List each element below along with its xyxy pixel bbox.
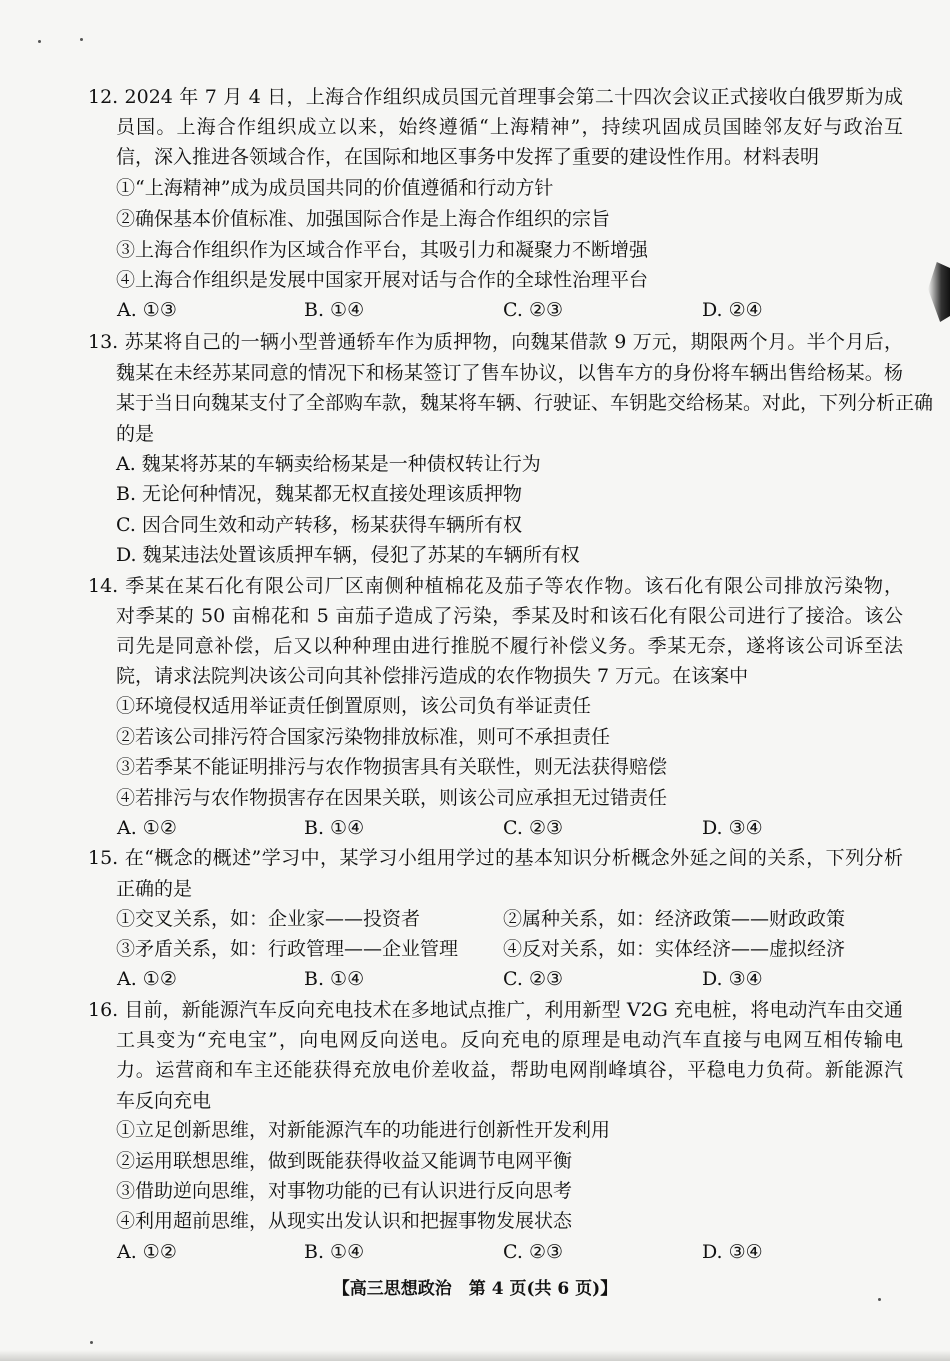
- q16-option-c: C. ②③: [503, 1241, 564, 1263]
- q12-option-a: A. ①③: [117, 299, 177, 321]
- q14-item-4: ④若排污与农作物损害存在因果关联，则该公司应承担无过错责任: [116, 787, 668, 809]
- q14-option-b: B. ①④: [304, 817, 365, 839]
- q16-line-3: 力。运营商和车主还能获得充放电价差收益，帮助电网削峰填谷，平稳电力负荷。新能源汽: [116, 1059, 903, 1081]
- q15-option-a: A. ①②: [117, 968, 177, 990]
- q16-line-2: 工具变为“充电宝”，向电网反向送电。反向充电的原理是电动汽车直接与电网互相传输电: [116, 1029, 903, 1051]
- q16-option-b: B. ①④: [304, 1241, 365, 1263]
- q15-item-3: ③矛盾关系，如：行政管理——企业管理: [116, 938, 459, 960]
- page-footer: 【高三思想政治 第 4 页(共 6 页)】: [332, 1279, 618, 1299]
- q16-option-a: A. ①②: [117, 1241, 177, 1263]
- q13-line-1: 13. 苏某将自己的一辆小型普通轿车作为质押物，向魏某借款 9 万元，期限两个月。半个月后，: [88, 331, 903, 353]
- q16-item-4: ④利用超前思维，从现实出发认识和把握事物发展状态: [116, 1210, 573, 1232]
- scan-speck: [878, 1298, 881, 1301]
- q15-option-b: B. ①④: [304, 968, 365, 990]
- q16-line-1: 16. 目前，新能源汽车反向充电技术在多地试点推广，利用新型 V2G 充电桩，将电动汽车由交通: [88, 999, 903, 1021]
- q16-item-2: ②运用联想思维，做到既能获得收益又能调节电网平衡: [116, 1150, 573, 1172]
- q13-choice-d: D. 魏某违法处置该质押车辆，侵犯了苏某的车辆所有权: [116, 544, 580, 566]
- q12-item-3: ③上海合作组织作为区域合作平台，其吸引力和凝聚力不断增强: [116, 239, 649, 261]
- q14-line-4: 院，请求法院判决该公司向其补偿排污造成的农作物损失 7 万元。在该案中: [116, 665, 749, 687]
- q12-line-3: 信，深入推进各领域合作，在国际和地区事务中发挥了重要的建设性作用。材料表明: [116, 146, 820, 168]
- q15-line-2: 正确的是: [116, 878, 193, 900]
- q12-line-2: 员国。上海合作组织成立以来，始终遵循“上海精神”，持续巩固成员国睦邻友好与政治互: [116, 116, 903, 138]
- q13-choice-a: A. 魏某将苏某的车辆卖给杨某是一种债权转让行为: [116, 453, 541, 475]
- q12-item-4: ④上海合作组织是发展中国家开展对话与合作的全球性治理平台: [116, 269, 649, 291]
- q13-line-2: 魏某在未经苏某同意的情况下和杨某签订了售车协议，以售车方的身份将车辆出售给杨某。杨: [116, 362, 903, 384]
- q15-item-4: ④反对关系，如：实体经济——虚拟经济: [503, 938, 846, 960]
- q15-item-2: ②属种关系，如：经济政策——财政政策: [503, 908, 846, 930]
- q12-option-b: B. ①④: [304, 299, 365, 321]
- q12-item-1: ①“上海精神”成为成员国共同的价值遵循和行动方针: [116, 177, 554, 199]
- q13-choice-b: B. 无论何种情况，魏某都无权直接处理该质押物: [116, 483, 523, 505]
- q16-option-d: D. ③④: [702, 1241, 763, 1263]
- q14-item-1: ①环境侵权适用举证责任倒置原则，该公司负有举证责任: [116, 695, 592, 717]
- q12-option-d: D. ②④: [702, 299, 763, 321]
- q14-item-2: ②若该公司排污符合国家污染物排放标准，则可不承担责任: [116, 726, 611, 748]
- q15-option-d: D. ③④: [702, 968, 763, 990]
- q14-line-2: 对季某的 50 亩棉花和 5 亩茄子造成了污染，季某及时和该石化有限公司进行了接洽。该公: [116, 605, 903, 627]
- q13-line-3: 某于当日向魏某支付了全部购车款，魏某将车辆、行驶证、车钥匙交给杨某。对此，下列分析正确: [116, 392, 934, 414]
- q14-line-1: 14. 季某在某石化有限公司厂区南侧种植棉花及茄子等农作物。该石化有限公司排放污染物，: [88, 575, 903, 597]
- q13-line-4: 的是: [116, 423, 155, 445]
- q15-option-c: C. ②③: [503, 968, 564, 990]
- q14-item-3: ③若季某不能证明排污与农作物损害具有关联性，则无法获得赔偿: [116, 756, 668, 778]
- q14-option-a: A. ①②: [117, 817, 177, 839]
- q16-item-3: ③借助逆向思维，对事物功能的已有认识进行反向思考: [116, 1180, 573, 1202]
- scan-speck: [90, 1341, 93, 1344]
- q12-item-2: ②确保基本价值标准、加强国际合作是上海合作组织的宗旨: [116, 208, 611, 230]
- q14-line-3: 司先是同意补偿，后又以种种理由进行推脱不履行补偿义务。季某无奈，遂将该公司诉至法: [116, 635, 903, 657]
- q15-item-1: ①交叉关系，如：企业家——投资者: [116, 908, 421, 930]
- scan-speck: [38, 40, 41, 43]
- q16-item-1: ①立足创新思维，对新能源汽车的功能进行创新性开发利用: [116, 1119, 611, 1141]
- q12-line-1: 12. 2024 年 7 月 4 日，上海合作组织成员国元首理事会第二十四次会议正式接收白俄罗斯为成: [88, 86, 903, 108]
- q14-option-d: D. ③④: [702, 817, 763, 839]
- q14-option-c: C. ②③: [503, 817, 564, 839]
- page-edge-shadow: [928, 262, 950, 322]
- page-bottom-edge: [0, 1350, 950, 1361]
- scan-speck: [80, 38, 83, 41]
- q16-line-4: 车反向充电: [116, 1090, 212, 1112]
- q12-option-c: C. ②③: [503, 299, 564, 321]
- q15-line-1: 15. 在“概念的概述”学习中，某学习小组用学过的基本知识分析概念外延之间的关系，下列分析: [88, 847, 903, 869]
- q13-choice-c: C. 因合同生效和动产转移，杨某获得车辆所有权: [116, 514, 522, 536]
